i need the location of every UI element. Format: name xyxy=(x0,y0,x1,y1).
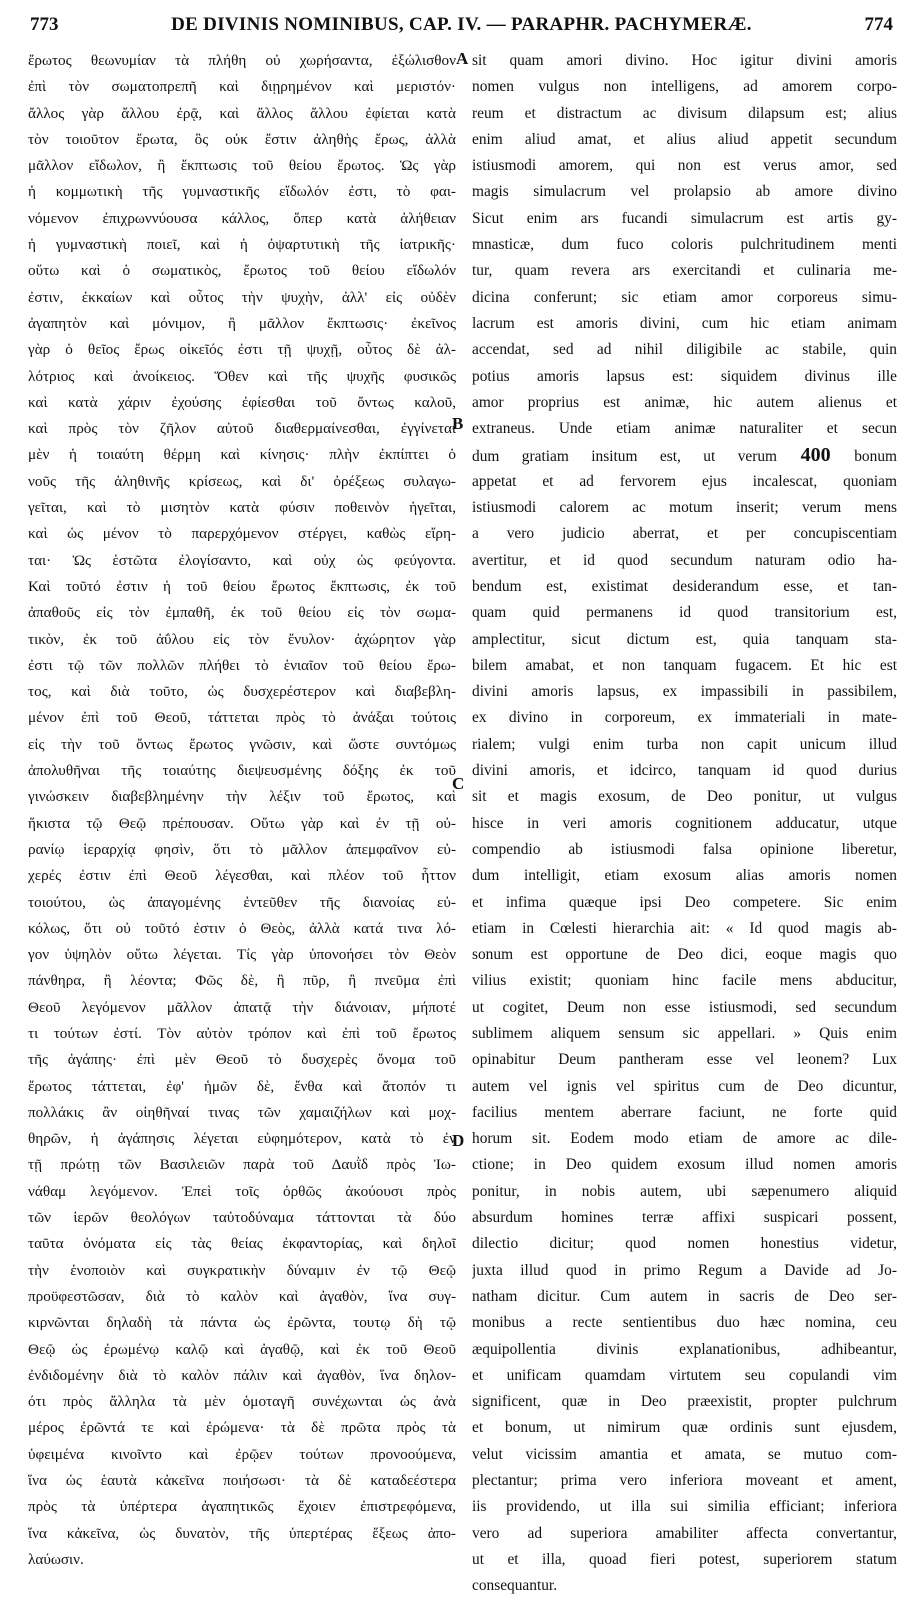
text-line: τὴν ἑνοποιὸν καὶ συγκρατικὴν δύναμιν ἐν τῷ Θεῷ xyxy=(28,1261,456,1279)
text-line: κόλως, ὅτι οὐ τοῦτό ἐστιν ὁ Θεὸς, ἀλλὰ κατά τινα λό- xyxy=(28,919,456,937)
text-line: ὑφειμένα κινοῖντο καὶ ἐρῷεν τούτων προνοούμενα, xyxy=(28,1445,456,1463)
text-line: ρανίῳ ἱεραρχίᾳ φησὶν, ὅτι τὸ μᾶλλον ἀπεμφαῖνον εὐ- xyxy=(28,840,456,858)
text-line: et unificam quamdam virtutem seu copulandi vim xyxy=(472,1366,897,1384)
text-line: Θεῷ ὡς ἐρωμένῳ καλῷ καὶ ἀγαθῷ, καὶ ἐκ τοῦ Θεοῦ xyxy=(28,1340,456,1358)
text-line: τικὸν, ἐκ τοῦ ἀΰλου εἰς τὸν ἔνυλον· ἀχώρητον γὰρ xyxy=(28,630,456,648)
text-line: γινώσκειν διαβεβλημένην τὴν λέξιν τοῦ ἔρωτος, καὶ xyxy=(28,788,456,806)
text-line: τῆς ἀγάπης· ἐπὶ μὲν Θεοῦ τὸ δυσχερὲς ὄνομα τοῦ xyxy=(28,1051,456,1069)
text-line: vilius existit; quoniam hinc facile mens abducitur, xyxy=(472,972,897,990)
inline-word: bonum xyxy=(854,448,897,466)
text-line: μὲν ἡ τοιαύτη θέρμη καὶ κίνησις· πλὴν ἐκπίπτει ὁ xyxy=(28,446,456,464)
text-line: facilius mentem aberrare faciunt, ne forte quid xyxy=(472,1103,897,1121)
text-line: πρὸς τὰ ὑπέρτερα ἀγαπητικῶς ἔχοιεν ἐπιστρεφόμενα, xyxy=(28,1498,456,1516)
text-line: natham dicitur. Cum autem in sacris de Deo ser- xyxy=(472,1287,897,1305)
text-line: ἐπὶ τὸν σωματοπρεπῆ καὶ διῃρημένον καὶ μεριστόν· xyxy=(28,78,456,96)
text-line: mnasticæ, dum fuco coloris pulchritudinem menti xyxy=(472,236,897,254)
inline-page-number: 400 xyxy=(777,444,855,467)
text-line: γὰρ ὁ θεῖος ἔρως οἰκεῖός ἐστι τῇ ψυχῇ, οὗτος δὲ ἀλ- xyxy=(28,341,456,359)
greek-column xyxy=(28,48,456,1573)
text-line: plectantur; prima vero inferiora moveant et ament, xyxy=(472,1472,897,1490)
text-line: magis simulacrum vel prolapsio ab amore divino xyxy=(472,183,897,201)
text-line: divini amoris lapsus, ex impassibili in passibilem, xyxy=(472,683,897,701)
text-line: τι τούτων ἐστί. Τὸν αὐτὸν τρόπον καὶ ἐπὶ τοῦ ἔρωτος xyxy=(28,1024,456,1042)
text-line: extraneus. Unde etiam animæ naturaliter et secun xyxy=(472,420,897,438)
text-line: ἐστιν, ἐκκαίων καὶ οὗτος τὴν ψυχὴν, ἀλλ' εἰς οὐδὲν xyxy=(28,288,456,306)
text-line: μᾶλλον εἴδωλον, ἢ ἔκπτωσις τοῦ θείου ἔρωτος. Ὡς γὰρ xyxy=(28,157,456,175)
text-line: consequantur. xyxy=(472,1577,558,1595)
text-line: νόμενον ἐπιχρωννύουσα κάλλος, ὅπερ κατὰ ἀλήθειαν xyxy=(28,209,456,227)
text-line: horum sit. Eodem modo etiam de amore ac dile- xyxy=(472,1130,897,1148)
text-line: opinabitur Deum pantheram esse vel leonem? Lux xyxy=(472,1051,897,1069)
text-line: bendum est, existimat desiderandum esse, et tan- xyxy=(472,577,897,595)
text-line: ἄλλος γὰρ ἄλλου ἐρᾷ, καὶ ἄλλος ἄλλου ἐφίεται κατὰ xyxy=(28,104,456,122)
text-line: ctione; in Deo quidem exosum illud nomen amoris xyxy=(472,1156,897,1174)
text-line: ται· Ὡς ἑστῶτα ἐλογίσαντο, καὶ οὐχ ὡς φεύγοντα. xyxy=(28,551,456,569)
page-number-right: 774 xyxy=(864,14,893,35)
page-number-left: 773 xyxy=(30,14,59,35)
text-line: καὶ κατὰ χάριν ἐχούσης ἐφίεσθαι τοῦ ὄντως καλοῦ, xyxy=(28,393,456,411)
text-line: nomen vulgus non intelligens, ad amorem corpo- xyxy=(472,78,897,96)
text-line: ut cogitet, Deum non esse istiusmodi, sed secundum xyxy=(472,998,897,1016)
text-line: lacrum est amoris divini, cum hic etiam animam xyxy=(472,314,897,332)
text-line: γον ὑψηλὸν οὕτω λέγεται. Τίς γὰρ ὑπονοήσει τὸν Θεὸν xyxy=(28,946,456,964)
text-line: πάνθηρα, ἢ λέοντα; Φῶς δὲ, ἢ πῦρ, ἢ πνεῦμα ἐπὶ xyxy=(28,972,456,990)
text-line: ex divino in corporeum, ex immateriali in mate- xyxy=(472,709,897,727)
text-line: νοῦς τῆς ἀληθινῆς κρίσεως, καὶ δι' ὀρέξεως συλαγω- xyxy=(28,472,456,490)
text-line: amor proprius est animæ, hic autem alienus et xyxy=(472,393,897,411)
text-line: ἔρωτος τάττεται, ἐφ' ἡμῶν δὲ, ἔνθα καὶ ἄτοπόν τι xyxy=(28,1077,456,1095)
text-line: sublimem aliquem sensum sic appellari. » Quis enim xyxy=(472,1024,897,1042)
text-line: τῶν ἱερῶν θεολόγων ταὐτοδύναμα τάττονται τὰ δύο xyxy=(28,1209,456,1227)
text-line: χερές ἐστιν ἐπὶ Θεοῦ λέγεσθαι, καὶ πλέον τοῦ ἧττον xyxy=(28,867,456,885)
text-line: vero ad superiora amabiliter affecta convertantur, xyxy=(472,1524,897,1542)
text-line: dilectio dicitur; quod nomen honestius videtur, xyxy=(472,1235,897,1253)
text-line: dum gratiam insitum est, ut verum 400 bonum xyxy=(472,444,897,467)
text-line: ἵνα ὡς ἑαυτὰ κἀκεῖνα ποιήσωσι· τὰ δὲ καταδεέστερα xyxy=(28,1472,456,1490)
latin-column xyxy=(472,48,897,1600)
text-line: λότριος καὶ ἀνοίκειος. Ὅθεν καὶ τῆς ψυχῆς φυσικῶς xyxy=(28,367,456,385)
text-line: a vero judicio aberrat, et per concupiscentiam xyxy=(472,525,897,543)
text-line: istiusmodi calorem ac motum inserit; verum mens xyxy=(472,499,897,517)
text-line: καὶ πρὸς τὸν ζῆλον αὐτοῦ διαθερμαίνεσθαι, ἐγγίνεται xyxy=(28,420,456,438)
running-title: DE DIVINIS NOMINIBUS, CAP. IV. — PARAPHR. PACHYMERÆ. xyxy=(171,14,752,35)
text-line: et bonum, ut nimirum quæ ordinis sunt ejusdem, xyxy=(472,1419,897,1437)
text-line: ἐστι τῷ τῶν πολλῶν πλήθει τὸ ἑνιαῖον τοῦ θείου ἔρω- xyxy=(28,656,456,674)
text-line: juxta illud quod in primo Regum a Davide ad Jo- xyxy=(472,1261,897,1279)
text-line: æquipollentia divinis explanationibus, adhibeantur, xyxy=(472,1340,897,1358)
text-line: ἔρωτος θεωνυμίαν τὰ πλήθη οὐ χωρήσαντα, ἐξώλισθον xyxy=(28,52,456,69)
text-line: ἐνδιδομένην διὰ τὸ καλὸν πάλιν καὶ ἀγαθὸν, ἵνα δηλον- xyxy=(28,1366,456,1384)
text-line: potius amoris lapsus est: siquidem divinus ille xyxy=(472,367,897,385)
text-line: monibus a recte sentientibus duo hæc nomina, ceu xyxy=(472,1314,897,1332)
text-line: hisce in veri amoris cognitionem adducatur, utque xyxy=(472,814,897,832)
text-line: accendat, sed ad nihil diligibile ac stabile, quin xyxy=(472,341,897,359)
text-line: ut et illa, quoad fieri potest, superiorem statum xyxy=(472,1550,897,1568)
text-line: ἀπαθοῦς εἰς τὸν ἐμπαθῆ, ἐκ τοῦ θείου εἰς τὸν σωμα- xyxy=(28,604,456,622)
text-line: ἀγαπητὸν καὶ μόνιμον, ἢ μᾶλλον ἔκπτωσις· ἐκεῖνος xyxy=(28,314,456,332)
text-line: ἡ κομμωτικὴ τῆς γυμναστικῆς εἴδωλόν ἐστι, τὸ φαι- xyxy=(28,183,456,201)
section-marker-d: D xyxy=(452,1131,465,1150)
text-line: εἰς τὴν τοῦ ὄντως ἔρωτος γνῶσιν, καὶ ὥστε συντόμως xyxy=(28,735,456,753)
text-line: τὸν τοιοῦτον ἔρωτα, ὃς οὐκ ἔστιν ἀληθὴς ἔρως, ἀλλὰ xyxy=(28,130,456,148)
section-marker-a: A xyxy=(456,49,469,68)
text-line: ότι πρὸς ἄλληλα τὰ μὲν ὁμοταγῆ συνέχωνται ὡς ἀνὰ xyxy=(28,1393,456,1411)
text-line: λαύωσιν. xyxy=(28,1550,84,1568)
text-line: iis providendo, ut illa sui similia efficiant; inferiora xyxy=(472,1498,897,1516)
text-line: οὕτω καὶ ὁ σωματικὸς, ἔρωτος τοῦ θείου εἴδωλόν xyxy=(28,262,456,280)
text-line: μένον ἐπὶ τοῦ Θεοῦ, τάττεται πρὸς τὸ ἀνάξαι τούτοις xyxy=(28,709,456,727)
text-line: ponitur, in nobis autem, ubi sæpenumero aliquid xyxy=(472,1182,897,1200)
text-line: etiam in Cœlesti hierarchia ait: « Id quod magis ab- xyxy=(472,919,897,937)
text-line: rialem; vulgi enim turba non capit unicum illud xyxy=(472,735,897,753)
text-line: divini amoris, et idcirco, tanquam id quod durius xyxy=(472,762,897,780)
text-line: Sicut enim ars fucandi simulacrum est artis gy- xyxy=(472,209,897,227)
text-line: Καὶ τοῦτό ἐστιν ἡ τοῦ θείου ἔρωτος ἔκπτωσις, ἐκ τοῦ xyxy=(28,577,456,595)
text-line: absurdum homines terræ affixi suspicari possent, xyxy=(472,1209,897,1227)
text-line: γεῖται, καὶ τὸ μισητὸν κατὰ φύσιν ποθεινὸν ἡγεῖται, xyxy=(28,499,456,517)
text-line: istiusmodi amorem, qui non est verus amor, sed xyxy=(472,157,897,175)
text-line: μέρος ἐρῶντά τε καὶ ἐρώμενα· τὰ δὲ πρῶτα πρὸς τὰ xyxy=(28,1419,456,1437)
text-line: τοιούτου, ὡς ἀπαγομένης ἐντεῦθεν τῆς διανοίας εὐ- xyxy=(28,893,456,911)
text-line: avertitur, et id quod secundum naturam odio ha- xyxy=(472,551,897,569)
text-line: appetat et ad fervorem ejus incalescat, quoniam xyxy=(472,472,897,490)
text-line: sit et magis exosum, de Deo ponitur, ut vulgus xyxy=(472,788,897,806)
text-line: κιρνῶνται δηλαδὴ τὰ πάντα ὡς ἐρῶντα, τουτῳ δὴ τῷ xyxy=(28,1314,456,1332)
text-line: Θεοῦ λεγόμενον μᾶλλον ἀπατᾷ τὴν διάνοιαν, μήποτέ xyxy=(28,998,456,1016)
text-line: ταῦτα ὀνόματα εἰς τὰς θείας ἐκφαντορίας, καὶ δηλοῖ xyxy=(28,1235,456,1253)
page-header xyxy=(30,14,893,40)
text-line: enim aliud amat, et alius aliud appetit secundum xyxy=(472,130,897,148)
text-line: ἵνα κἀκεῖνα, ὡς δυνατὸν, τῆς ὑπερτέρας ἕξεως ἀπο- xyxy=(28,1524,456,1542)
text-line: τῇ πρώτῃ τῶν Βασιλειῶν παρὰ τοῦ Δαυῒδ πρὸς Ἰω- xyxy=(28,1156,456,1174)
text-line: amplectitur, sicut dictum est, quia tanquam sta- xyxy=(472,630,897,648)
section-marker-c: C xyxy=(452,774,465,793)
text-line: ἡ γυμναστικὴ ποιεῖ, καὶ ἡ ὀψαρτυτικὴ τῆς ἰατρικῆς· xyxy=(28,236,456,254)
text-line: compendio ab istiusmodi falsa opinione liberetur, xyxy=(472,840,897,858)
text-line: νάθαμ λεγόμενον. Ἐπεὶ τοῖς ὀρθῶς ἀκούουσι πρὸς xyxy=(28,1182,456,1200)
section-marker-b: B xyxy=(452,414,464,433)
text-line: autem vel ignis vel spiritus cum de Deo dicuntur, xyxy=(472,1077,897,1095)
text-line: sonum est opportune de Deo dici, eoque magis quo xyxy=(472,946,897,964)
text-line: velut vicissim amantia et amata, se mutuo com- xyxy=(472,1445,897,1463)
text-line: quam quid permanens id quod transitorium est, xyxy=(472,604,897,622)
text-line: καὶ ὡς μένον τὸ παρερχόμενον στέργει, καθὼς εἴρη- xyxy=(28,525,456,543)
text-line: dum intelligit, etiam exosum alias amoris nomen xyxy=(472,867,897,885)
text-line: dicina conferunt; sic etiam amor corporeus simu- xyxy=(472,288,897,306)
text-line: τος, καὶ διὰ τοῦτο, ὡς δυσχερέστερον καὶ διαβεβλη- xyxy=(28,683,456,701)
text-line: πολλάκις ἂν οἰηθῆναί τινας τῶν χαμαιζήλων καὶ μοχ- xyxy=(28,1103,456,1121)
text-line: bilem amabat, et non tanquam fugacem. Et hic est xyxy=(472,656,897,674)
text-line: ἀπολυθῆναι τῆς τοιαύτης διεψευσμένης δόξης ἐκ τοῦ xyxy=(28,762,456,780)
text-line: προϋφεστῶσαν, διὰ τὸ καλὸν καὶ ἀγαθὸν, ἵνα συγ- xyxy=(28,1287,456,1305)
text-line: sit quam amori divino. Hoc igitur divini amoris xyxy=(472,52,897,69)
text-line: tur, quam revera ars exercitandi et culinaria me- xyxy=(472,262,897,280)
text-line: reum et distractum ac divisum dilapsum est; alius xyxy=(472,104,897,122)
text-line: ἥκιστα τῷ Θεῷ πρέπουσαν. Οὕτω γὰρ καὶ ἐν τῇ οὐ- xyxy=(28,814,456,832)
text-line: significent, quæ in Deo præexistit, propter pulchrum xyxy=(472,1393,897,1411)
text-line: et infima quæque ipsi Deo competere. Sic enim xyxy=(472,893,897,911)
text-line: θηρῶν, ἡ ἀγάπησις λέγεται εὐφημότερον, κατὰ τὸ ἐν xyxy=(28,1130,456,1148)
